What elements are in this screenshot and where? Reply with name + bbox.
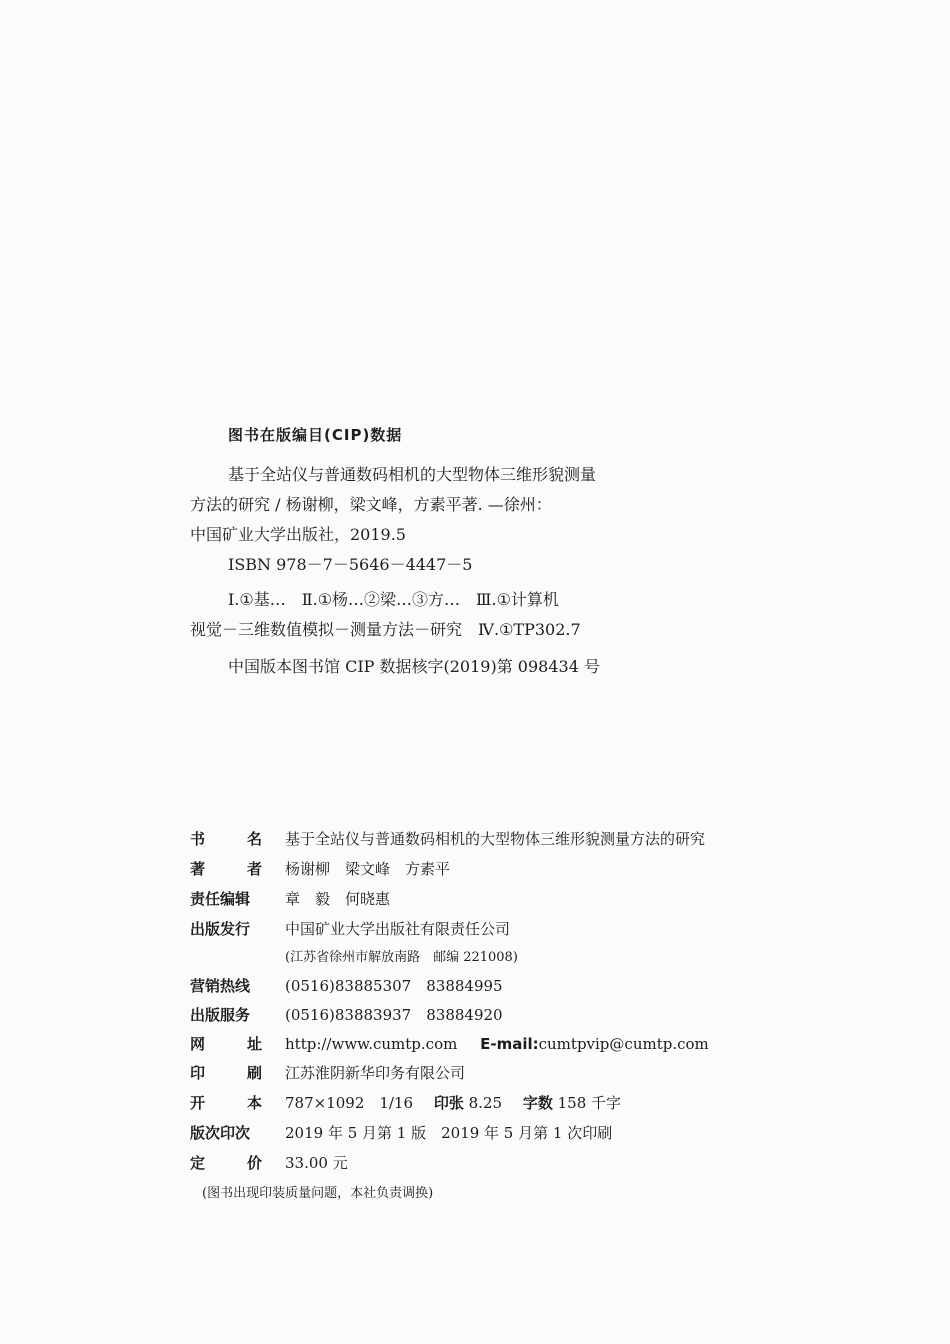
cip-book-title-line2: 方法的研究 / 杨谢柳，梁文峰，方素平著. —徐州： [190, 495, 552, 514]
info-row-service [190, 1004, 503, 1025]
info-row-editor [190, 888, 390, 909]
words-value: 158 千字 [557, 1094, 622, 1112]
cip-record-number: 中国版本图书馆 CIP 数据核字(2019)第 098434 号 [228, 657, 600, 676]
sales-label: 营销热线 [190, 977, 251, 995]
info-row-address [285, 946, 518, 965]
editor-value: 章 毅 何晓惠 [285, 890, 391, 908]
web-value: http://www.cumtp.com [285, 1035, 458, 1053]
cip-title: 图书在版编目(CIP)数据 [228, 426, 403, 444]
sales-value: (0516)83885307 83884995 [285, 977, 503, 995]
printer-label: 印刷 [190, 1064, 262, 1082]
sheets-label: 印张 [433, 1094, 464, 1112]
info-row-edition [190, 1122, 612, 1143]
service-label: 出版服务 [190, 1006, 251, 1024]
info-row-authors [190, 858, 450, 879]
info-row-book-name [190, 828, 705, 849]
printer-value: 江苏淮阴新华印务有限公司 [285, 1064, 466, 1082]
email-label: E-mail: [480, 1035, 539, 1053]
cip-classification-line1: Ⅰ.①基… Ⅱ.①杨…②梁…③方… Ⅲ.①计算机 [228, 590, 559, 609]
price-label: 定价 [190, 1154, 262, 1172]
cip-publisher-line: 中国矿业大学出版社，2019.5 [190, 525, 406, 544]
book-name-value: 基于全站仪与普通数码相机的大型物体三维形貌测量方法的研究 [285, 830, 706, 848]
cip-isbn: ISBN 978－7－5646－4447－5 [228, 555, 473, 574]
info-row-format [190, 1092, 621, 1113]
info-row-price [190, 1152, 348, 1173]
authors-value: 杨谢柳 梁文峰 方素平 [285, 860, 451, 878]
publisher-label: 出版发行 [190, 920, 251, 938]
quality-note: (图书出现印装质量问题，本社负责调换) [202, 1186, 434, 1201]
edition-value: 2019 年 5 月第 1 版 2019 年 5 月第 1 次印刷 [285, 1124, 613, 1142]
edition-label: 版次印次 [190, 1124, 251, 1142]
book-name-label: 书名 [190, 830, 262, 848]
editor-label: 责任编辑 [190, 890, 251, 908]
info-row-sales [190, 975, 503, 996]
words-label: 字数 [522, 1094, 553, 1112]
sheets-value: 8.25 [468, 1094, 503, 1112]
cip-classification-line2: 视觉－三维数值模拟－测量方法－研究 Ⅳ.①TP302.7 [190, 620, 581, 639]
email-value: cumtpvip@cumtp.com [538, 1035, 709, 1053]
format-label: 开本 [190, 1094, 262, 1112]
price-value: 33.00 元 [285, 1154, 348, 1172]
cip-book-title-line1: 基于全站仪与普通数码相机的大型物体三维形貌测量 [228, 465, 597, 484]
info-row-web [190, 1033, 709, 1054]
service-value: (0516)83883937 83884920 [285, 1006, 503, 1024]
authors-label: 著者 [190, 860, 262, 878]
info-row-printer [190, 1062, 465, 1083]
format-value: 787×1092 1/16 [285, 1094, 414, 1112]
publisher-value: 中国矿业大学出版社有限责任公司 [285, 920, 511, 938]
info-row-publisher [190, 918, 510, 939]
web-label: 网址 [190, 1035, 262, 1053]
address-value: (江苏省徐州市解放南路 邮编 221008) [285, 950, 518, 965]
